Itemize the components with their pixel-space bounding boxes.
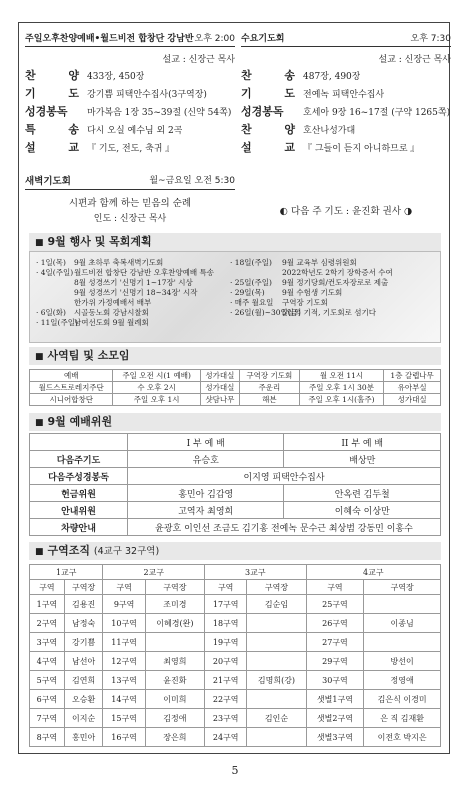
event-item xyxy=(230,268,393,278)
districts-subtitle: (4교구 32구역) xyxy=(93,546,160,557)
label-char: 성경봉독 xyxy=(241,105,284,118)
district-leader: 이혜경(완) xyxy=(145,614,204,633)
ministry-cell: 주일 오후 1시 xyxy=(113,394,200,406)
districts-title: 구역조직 xyxy=(47,544,91,557)
ministry-cell: 주일 오후 1시(홀주) xyxy=(299,394,384,406)
ministry-cell: 구역장 기도회 xyxy=(239,370,299,382)
sunday-order-value: 『 기도, 전도, 축귀 』 xyxy=(87,144,175,154)
district-name: 15구역 xyxy=(103,709,145,728)
event-item xyxy=(230,288,393,298)
sunday-service-header xyxy=(25,31,235,47)
district-name: 25구역 xyxy=(306,595,364,614)
event-item xyxy=(36,288,214,298)
wednesday-order-value: 『 그들이 듣지 아니하므로 』 xyxy=(303,144,420,154)
table-row xyxy=(30,709,441,728)
sunday-order-value: 433장, 450장 xyxy=(87,72,145,82)
ministry-cell: 시니어합창단 xyxy=(30,394,113,406)
table-row xyxy=(30,728,441,747)
wednesday-preacher: 설교 : 신장근 목사 xyxy=(378,55,451,65)
district-name: 5구역 xyxy=(30,671,65,690)
event-item xyxy=(36,308,214,318)
district-leader: 김순임 xyxy=(247,595,306,614)
district-leader: 강기쁨 xyxy=(64,633,103,652)
ministry-cell: 주운리 xyxy=(239,382,299,394)
district-leader: 오승환 xyxy=(64,690,103,709)
district-leader: 이미희 xyxy=(145,690,204,709)
event-item xyxy=(230,258,393,268)
sunday-order-row xyxy=(25,85,235,103)
event-date: · 1일(목) xyxy=(36,258,66,267)
table-row xyxy=(30,394,441,406)
wednesday-order-label xyxy=(241,85,303,101)
events-right-column xyxy=(230,258,393,318)
sunday-service xyxy=(25,31,235,157)
district-name: 29구역 xyxy=(306,652,364,671)
sunday-preacher: 설교 : 신장근 목사 xyxy=(162,55,235,65)
label-char: 도 xyxy=(68,87,79,100)
district-name: 16구역 xyxy=(103,728,145,747)
label-char: 찬 xyxy=(25,69,36,82)
sunday-order-label xyxy=(25,103,87,119)
table-row xyxy=(30,468,441,485)
district-name: 1구역 xyxy=(30,595,65,614)
worship-committee-title: 9월 예배위원 xyxy=(47,415,113,428)
events-left-column xyxy=(36,258,214,328)
sunday-order-row xyxy=(25,139,235,157)
wednesday-service-header xyxy=(241,31,451,47)
district-leader: 방선이 xyxy=(364,652,441,671)
district-leader: 김은식 이경미 xyxy=(364,690,441,709)
event-date: · 매주 월요일 xyxy=(230,298,274,307)
table-row xyxy=(30,633,441,652)
district-name: 17구역 xyxy=(205,595,247,614)
committee-part2: 이혜숙 이상만 xyxy=(284,502,441,519)
wednesday-order-value: 호산나성가대 xyxy=(303,126,356,136)
district-name: 27구역 xyxy=(306,633,364,652)
wednesday-order-label xyxy=(241,121,303,137)
district-name: 샛별1구역 xyxy=(306,690,364,709)
worship-committee-header xyxy=(29,413,441,431)
sunday-order-value: 다시 오실 예수님 외 2곡 xyxy=(87,126,183,136)
table-row xyxy=(30,451,441,468)
table-row xyxy=(30,519,441,536)
label-char: 설 xyxy=(241,141,252,154)
district-leader: 김정애 xyxy=(145,709,204,728)
label-char: 도 xyxy=(284,87,295,100)
table-row xyxy=(30,502,441,519)
table-row xyxy=(30,370,441,382)
district-name: 13구역 xyxy=(103,671,145,690)
next-week-prayer: ◐ 다음 주 기도 : 윤진화 권사 ◑ xyxy=(279,206,413,217)
ministry-cell: 샷담나무 xyxy=(200,394,239,406)
district-name: 19구역 xyxy=(205,633,247,652)
wednesday-order-label xyxy=(241,139,303,155)
label-char: 교 xyxy=(68,141,79,154)
events-box xyxy=(29,251,441,343)
district-name: 3구역 xyxy=(30,633,65,652)
event-text: 9월 수험생 기도회 xyxy=(282,288,343,297)
events-title: 9월 행사 및 목회계획 xyxy=(47,235,152,248)
ministry-cell: 유아부실 xyxy=(384,382,441,394)
district-name: 11구역 xyxy=(103,633,145,652)
event-item xyxy=(36,268,214,278)
event-text: 9월 정기당회/컨도자장로로 제출 xyxy=(282,278,389,287)
ministry-title: 사역팀 및 소모임 xyxy=(47,349,130,362)
district-name: 26구역 xyxy=(306,614,364,633)
table-row xyxy=(30,580,441,595)
event-date xyxy=(230,268,282,278)
bullet-icon: ■ xyxy=(35,352,44,362)
sunday-order-label xyxy=(25,85,87,101)
wednesday-order-label xyxy=(241,103,303,119)
district-leader xyxy=(247,690,306,709)
label-char: 교 xyxy=(284,141,295,154)
event-item xyxy=(230,308,393,318)
event-date: · 11일(주일) xyxy=(36,318,78,327)
table-row xyxy=(30,382,441,394)
ministry-cell: 성가대실 xyxy=(384,394,441,406)
dawn-prayer-leader: 인도 : 신장근 목사 xyxy=(93,214,167,224)
event-item xyxy=(36,318,214,328)
label-char: 특 xyxy=(25,123,36,136)
ministry-cell: 예배 xyxy=(30,370,113,382)
ministry-header xyxy=(29,347,441,365)
dawn-prayer-time: 월~금요일 오전 5:30 xyxy=(149,176,235,186)
table-row xyxy=(30,614,441,633)
district-leader: 윤진화 xyxy=(145,671,204,690)
district-col-header: 구역 xyxy=(306,580,364,595)
district-name: 23구역 xyxy=(205,709,247,728)
event-text: 9월 초하루 축복새벽기도회 xyxy=(74,258,164,267)
district-name: 30구역 xyxy=(306,671,364,690)
district-leader: 남정숙 xyxy=(64,614,103,633)
event-text: 9월 교육부 심령위원회 xyxy=(282,258,357,267)
label-char: 송 xyxy=(284,69,295,82)
label-char: 양 xyxy=(284,123,295,136)
dawn-prayer-header xyxy=(25,173,235,190)
table-corner xyxy=(30,434,128,451)
district-leader xyxy=(364,633,441,652)
label-char: 송 xyxy=(68,123,79,136)
district-leader: 이종님 xyxy=(364,614,441,633)
ministry-cell: 월 오전 11시 xyxy=(299,370,384,382)
wednesday-order-row xyxy=(241,67,451,85)
district-leader: 김연희 xyxy=(64,671,103,690)
district-leader xyxy=(247,728,306,747)
sunday-order-value: 마가복음 1장 35~39절 (신약 54쪽) xyxy=(87,108,232,118)
district-name: 14구역 xyxy=(103,690,145,709)
part1-header: I 부 예 배 xyxy=(128,434,284,451)
ministry-cell: 성가대실 xyxy=(200,382,239,394)
ministry-cell: 월드스트로레지주단 xyxy=(30,382,113,394)
event-text: 시골동노회 강남시찰회 xyxy=(74,308,149,317)
sunday-order-label xyxy=(25,67,87,83)
event-date: · 29일(목) xyxy=(230,288,265,297)
district-leader: 장은희 xyxy=(145,728,204,747)
committee-part1: 고역자 최영희 xyxy=(128,502,284,519)
table-row xyxy=(30,485,441,502)
label-char: 기 xyxy=(241,87,252,100)
district-name: 22구역 xyxy=(205,690,247,709)
label-char: 양 xyxy=(68,69,79,82)
event-date: · 25일(주일) xyxy=(230,278,272,287)
events-header xyxy=(29,233,441,251)
table-row xyxy=(30,690,441,709)
committee-role: 안내위원 xyxy=(30,502,128,519)
wednesday-order-row xyxy=(241,139,451,157)
part2-header: II 부 예 배 xyxy=(284,434,441,451)
bulletin-page xyxy=(18,22,450,754)
parish-header: 2교구 xyxy=(103,565,205,580)
district-leader: 이전호 박지은 xyxy=(364,728,441,747)
district-leader xyxy=(247,633,306,652)
event-date: · 6일(화) xyxy=(36,308,66,317)
bullet-icon: ■ xyxy=(35,547,44,557)
event-date xyxy=(36,298,74,308)
district-name: 8구역 xyxy=(30,728,65,747)
district-leader: 홍민아 xyxy=(64,728,103,747)
wednesday-service-title: 수요기도회 xyxy=(241,34,285,44)
district-col-header: 구역 xyxy=(30,580,65,595)
committee-role: 다음주성경봉독 xyxy=(30,468,128,485)
district-name: 샛별3구역 xyxy=(306,728,364,747)
dawn-prayer-title: 새벽기도회 xyxy=(25,176,71,187)
district-leader xyxy=(247,652,306,671)
sunday-order-list xyxy=(25,67,235,157)
event-text: 한가위 가정예배서 배부 xyxy=(74,298,152,307)
label-char: 찬 xyxy=(241,123,252,136)
district-name: 4구역 xyxy=(30,652,65,671)
district-leader: 은 직 김재환 xyxy=(364,709,441,728)
table-row xyxy=(30,671,441,690)
district-name: 9구역 xyxy=(103,595,145,614)
district-name: 6구역 xyxy=(30,690,65,709)
district-leader xyxy=(364,595,441,614)
committee-members: 윤광호 이인선 조금도 김기홍 전예녹 문수근 최상범 강동민 이홍수 xyxy=(128,519,441,536)
district-leader: 김용진 xyxy=(64,595,103,614)
ministry-cell: 수 오후 2시 xyxy=(113,382,200,394)
bullet-icon: ■ xyxy=(35,238,44,248)
leader-col-header: 구역장 xyxy=(247,580,306,595)
district-name: 12구역 xyxy=(103,652,145,671)
leader-col-header: 구역장 xyxy=(64,580,103,595)
event-item xyxy=(36,258,214,268)
wednesday-order-row xyxy=(241,121,451,139)
event-date xyxy=(36,288,74,298)
wednesday-order-value: 호세아 9장 16~17절 (구약 1265쪽) xyxy=(303,108,451,118)
dawn-prayer-theme: 시편과 함께 하는 믿음의 순례 xyxy=(68,198,192,209)
district-name: 20구역 xyxy=(205,652,247,671)
event-item xyxy=(36,278,214,288)
district-leader: 이지순 xyxy=(64,709,103,728)
committee-part2: 안옥련 김두철 xyxy=(284,485,441,502)
district-name: 샛별2구역 xyxy=(306,709,364,728)
wednesday-order-row xyxy=(241,85,451,103)
parish-header: 1교구 xyxy=(30,565,103,580)
event-text: 남여선도회 9월 월례회 xyxy=(74,318,149,327)
committee-part1: 홍민아 김갑영 xyxy=(128,485,284,502)
committee-members: 이지영 피택안수집사 xyxy=(128,468,441,485)
label-char: 성경봉독 xyxy=(25,105,68,118)
parish-header: 4교구 xyxy=(306,565,440,580)
wednesday-order-value: 487장, 490장 xyxy=(303,72,361,82)
committee-part2: 배상만 xyxy=(284,451,441,468)
district-name: 7구역 xyxy=(30,709,65,728)
event-date: · 4일(주일) xyxy=(36,268,74,277)
sunday-order-label xyxy=(25,121,87,137)
sunday-service-time: 오후 2:00 xyxy=(194,34,235,44)
event-text: 9월 성경쓰기 '신명기 18~34장' 시작 xyxy=(74,288,198,297)
table-row xyxy=(30,434,441,451)
ministry-cell: 성가대실 xyxy=(200,370,239,382)
ministry-cell: 해븐 xyxy=(239,394,299,406)
event-item xyxy=(230,298,393,308)
district-leader xyxy=(247,614,306,633)
district-leader: 김인순 xyxy=(247,709,306,728)
district-leader: 최영희 xyxy=(145,652,204,671)
event-date: · 18일(주일) xyxy=(230,258,272,267)
event-item xyxy=(230,278,393,288)
event-text: 구역장 기도회 xyxy=(282,298,328,307)
bullet-icon: ■ xyxy=(35,418,44,428)
sunday-order-label xyxy=(25,139,87,155)
ministry-cell: 주일 오후 1시 30분 xyxy=(299,382,384,394)
label-char: 설 xyxy=(25,141,36,154)
districts-table xyxy=(29,564,441,747)
event-item xyxy=(36,298,214,308)
wednesday-order-row xyxy=(241,103,451,121)
sunday-order-row xyxy=(25,67,235,85)
sunday-order-value: 강기쁨 피택안수집사(3구역장) xyxy=(87,90,207,100)
sunday-order-row xyxy=(25,121,235,139)
wednesday-service-time: 오후 7:30 xyxy=(410,34,451,44)
committee-part1: 유승호 xyxy=(128,451,284,468)
worship-committee-table xyxy=(29,433,441,536)
committee-role: 차량안내 xyxy=(30,519,128,536)
district-leader xyxy=(145,633,204,652)
district-name: 2구역 xyxy=(30,614,65,633)
district-leader: 정영애 xyxy=(364,671,441,690)
leader-col-header: 구역장 xyxy=(145,580,204,595)
sunday-order-row xyxy=(25,103,235,121)
district-name: 10구역 xyxy=(103,614,145,633)
event-text: 5일의 기적, 기도회로 섬기다 xyxy=(282,308,377,317)
district-leader: 조미경 xyxy=(145,595,204,614)
table-row xyxy=(30,565,441,580)
event-date xyxy=(36,278,74,288)
page-number: 5 xyxy=(231,764,239,777)
parish-header: 3교구 xyxy=(205,565,307,580)
label-char: 찬 xyxy=(241,69,252,82)
district-name: 21구역 xyxy=(205,671,247,690)
leader-col-header: 구역장 xyxy=(364,580,441,595)
wednesday-order-value: 전예녹 피택안수집사 xyxy=(303,90,385,100)
committee-role: 다음주기도 xyxy=(30,451,128,468)
district-leader: 김명희(강) xyxy=(247,671,306,690)
sunday-service-title: 주일오후찬양예배•월드비전 합창단 강남반 xyxy=(25,34,194,44)
district-name: 18구역 xyxy=(205,614,247,633)
event-text: 2022학년도 2학기 장학증서 수여 xyxy=(282,268,393,277)
event-text: 8월 성경쓰기 '신명기 1~17장' 시상 xyxy=(74,278,193,287)
table-row xyxy=(30,652,441,671)
ministry-cell: 주일 오전 시(1 예배) xyxy=(113,370,200,382)
event-date: · 26일(월)~30일(금) xyxy=(230,308,301,317)
districts-header xyxy=(29,542,441,560)
district-name: 24구역 xyxy=(205,728,247,747)
district-col-header: 구역 xyxy=(205,580,247,595)
wednesday-service xyxy=(241,31,451,157)
ministry-cell: 1층 갈렙나무 xyxy=(384,370,441,382)
district-col-header: 구역 xyxy=(103,580,145,595)
ministry-table xyxy=(29,369,441,406)
wednesday-order-list xyxy=(241,67,451,157)
services-section xyxy=(19,23,451,231)
label-char: 기 xyxy=(25,87,36,100)
committee-role: 헌금위원 xyxy=(30,485,128,502)
table-row xyxy=(30,595,441,614)
event-text: 월드비전 합창단 강남반 오후찬양예배 특송 xyxy=(74,268,214,277)
wednesday-order-label xyxy=(241,67,303,83)
district-leader: 남선아 xyxy=(64,652,103,671)
